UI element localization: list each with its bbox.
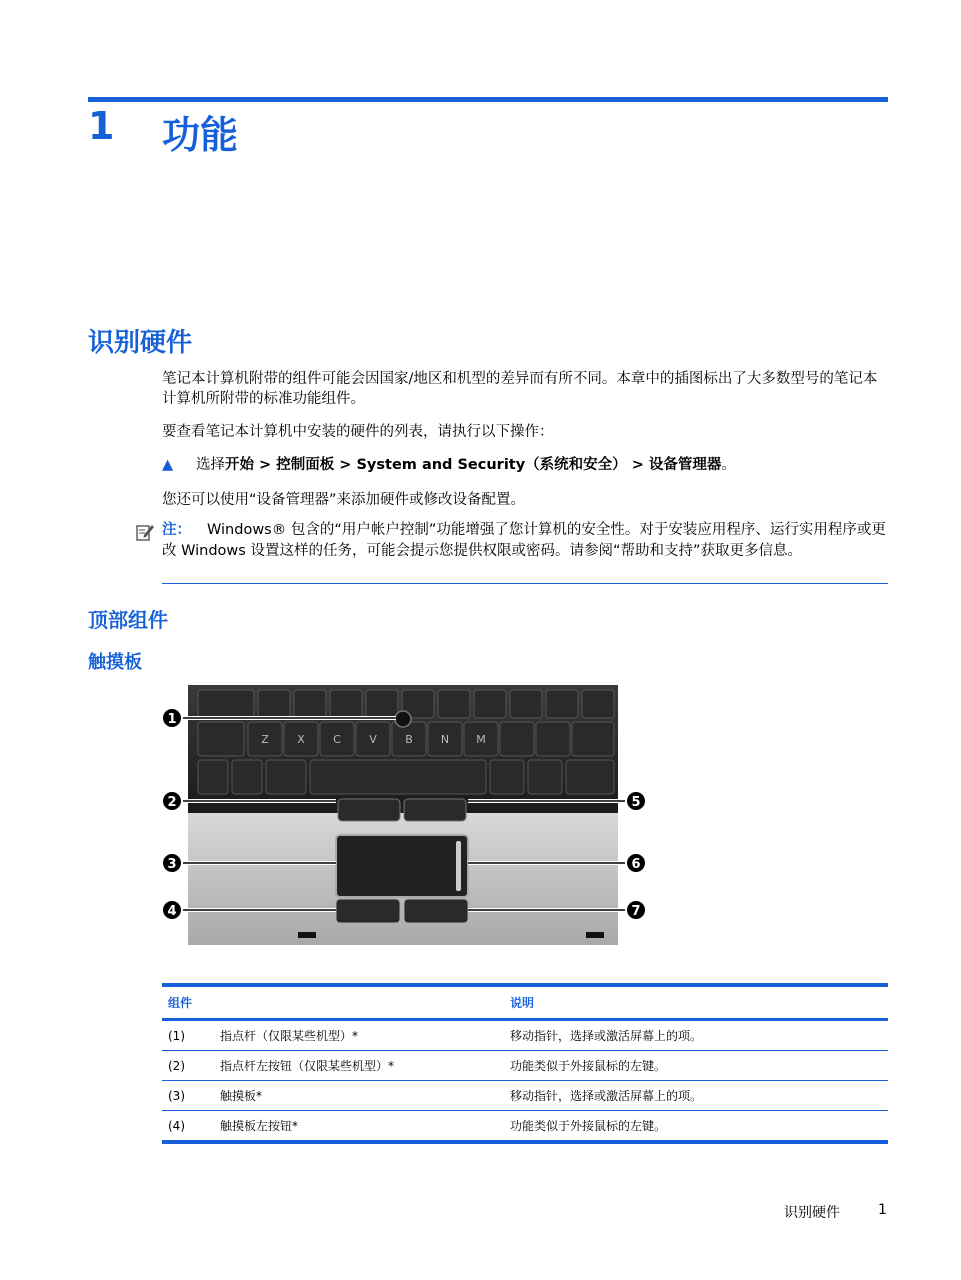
- table-header-row: [162, 985, 888, 1020]
- key-label: Z: [261, 733, 269, 746]
- callout-label-1: 1: [167, 712, 177, 727]
- row-description: 移动指针，选择或激活屏幕上的项。: [504, 1081, 888, 1111]
- page-number: 1: [878, 1202, 887, 1218]
- key-label: B: [405, 733, 413, 746]
- footer-section-title: 识别硬件: [784, 1205, 840, 1221]
- pointing-stick: [395, 711, 411, 727]
- key-label: C: [333, 733, 341, 746]
- pointing-stick-left-button: [338, 799, 400, 821]
- touchpad-right-button: [404, 899, 468, 923]
- row-number: (2): [162, 1051, 214, 1081]
- note-pencil-icon: [136, 523, 154, 541]
- touchpad-surface: [336, 835, 468, 897]
- key-label: X: [297, 733, 305, 746]
- instruction-paragraph: 要查看笔记本计算机中安装的硬件的列表，请执行以下操作：: [162, 424, 554, 440]
- table-row: [162, 1111, 888, 1143]
- row-component: 触摸板左按钮*: [214, 1111, 504, 1143]
- step-path: 开始 > 控制面板 > System and Security（系统和安全） > 设备管理器: [225, 457, 722, 473]
- row-number: (4): [162, 1111, 214, 1143]
- touchpad-left-button: [336, 899, 400, 923]
- touchpad-scroll-zone: [456, 841, 461, 891]
- also-paragraph: 您还可以使用“设备管理器”来添加硬件或修改设备配置。: [162, 492, 526, 508]
- key-label: N: [440, 733, 450, 746]
- chapter-title: 功能: [162, 113, 239, 157]
- triangle-bullet-icon: ▲: [162, 457, 174, 473]
- table-row: [162, 1081, 888, 1111]
- row-description: 移动指针，选择或激活屏幕上的项。: [504, 1020, 888, 1051]
- pointing-stick-right-button: [404, 799, 466, 821]
- callout-label-4: 4: [167, 904, 177, 919]
- callout-label-5: 5: [631, 795, 641, 810]
- header-description: 说明: [510, 996, 535, 1010]
- row-description: 功能类似于外接鼠标的左键。: [504, 1051, 888, 1081]
- row-component: 指点杆左按钮（仅限某些机型）*: [214, 1051, 504, 1081]
- table-row: [162, 1051, 888, 1081]
- callout-label-7: 7: [631, 904, 641, 919]
- row-component: 指点杆（仅限某些机型）*: [214, 1020, 504, 1051]
- subsection-title: 顶部组件: [88, 608, 168, 632]
- subsubsection-title: 触摸板: [88, 652, 142, 673]
- step-prefix: 选择: [196, 457, 225, 473]
- note-text: [162, 520, 888, 562]
- callout-label-6: 6: [631, 857, 641, 872]
- callout-label-3: 3: [167, 857, 177, 872]
- table-row: [162, 1020, 888, 1051]
- row-description: 功能类似于外接鼠标的左键。: [504, 1111, 888, 1143]
- note-rule: [162, 583, 888, 584]
- procedure-step: [162, 455, 736, 475]
- chapter-number: 1: [88, 104, 115, 148]
- note-body: Windows® 包含的“用户帐户控制”功能增强了您计算机的安全性。对于安装应用程序、运行实用程序或更改 Windows 设置这样的任务，可能会提示您提供权限或密码。请参阅“帮助和支持”获取更多信息。: [162, 522, 886, 559]
- note-label: 注：: [162, 522, 191, 538]
- key-label: V: [369, 733, 377, 746]
- row-number: (3): [162, 1081, 214, 1111]
- callout-label-2: 2: [167, 795, 177, 810]
- components-table: [162, 983, 888, 1144]
- row-component: 触摸板*: [214, 1081, 504, 1111]
- intro-paragraph: 笔记本计算机附带的组件可能会因国家/地区和机型的差异而有所不同。本章中的插图标出了大多数型号的笔记本计算机所附带的标准功能组件。: [162, 371, 878, 407]
- chapter-rule: [88, 97, 888, 102]
- step-suffix: 。: [721, 457, 736, 473]
- row-number: (1): [162, 1020, 214, 1051]
- header-component: 组件: [168, 996, 193, 1010]
- touchpad-figure: [158, 685, 648, 950]
- section-title: 识别硬件: [88, 328, 193, 358]
- key-label: M: [476, 733, 486, 746]
